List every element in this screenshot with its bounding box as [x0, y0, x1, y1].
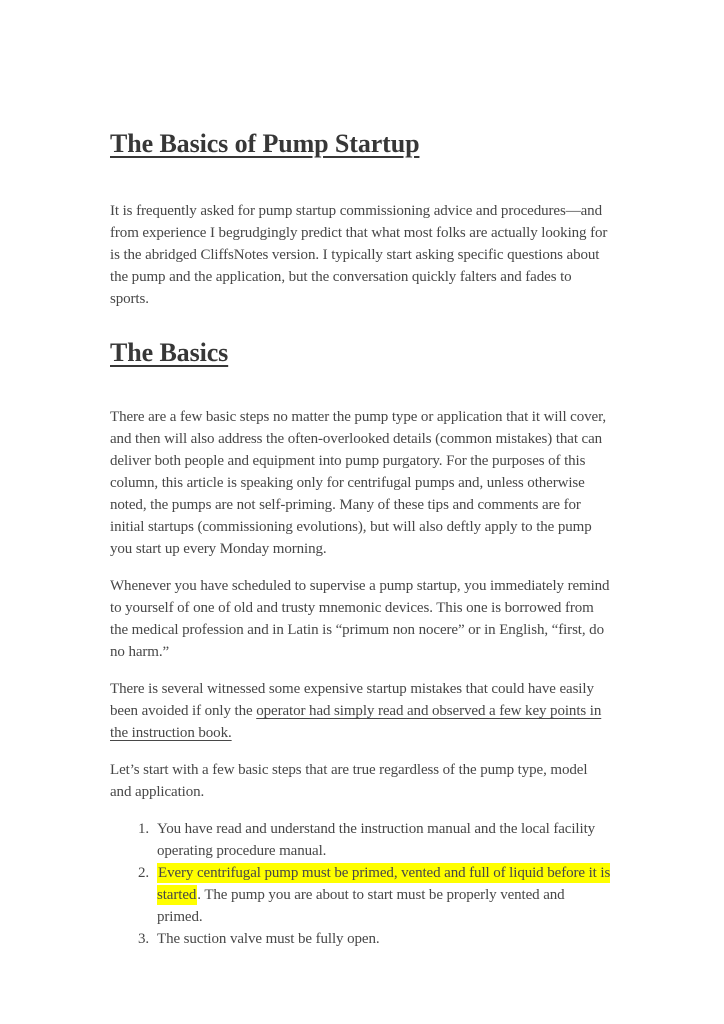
section-heading: The Basics [110, 338, 229, 367]
paragraph-basics-overview: There are a few basic steps no matter the pump type or application that it will cover, and then will also address the often-overlooked details (common mistakes) that can deliver both people and equipment into pump purgatory. For the purposes of this column, this article is speaking only for centrifugal pumps and, unless otherwise noted, the pumps are not self-priming. Many of these tips and comments are for initial startups (commissioning evolutions), but will also deftly apply to the pump you start up every Monday morning. [110, 409, 607, 557]
list-item-1 [138, 818, 612, 862]
document-title: The Basics of Pump Startup [110, 129, 420, 158]
list-item-number: 1. [138, 821, 150, 837]
list-item-number: 3. [138, 931, 150, 947]
list-item-text: The suction valve must be fully open. [157, 931, 380, 947]
list-item-3 [138, 928, 612, 950]
steps-list [138, 818, 612, 950]
intro-paragraph: It is frequently asked for pump startup commissioning advice and procedures—and from experience I begrudgingly predict that what most folks are actually looking for is the abridged CliffsNotes version. I typically start asking specific questions about the pump and the application, but the conversation quickly falters and fades to sports. [110, 203, 608, 307]
list-item-number: 2. [138, 865, 150, 881]
list-item-text [157, 862, 612, 928]
paragraph-mnemonic: Whenever you have scheduled to supervise a pump startup, you immediately remind to yourself of one of old and trusty mnemonic devices. This one is borrowed from the medical profession and in Latin is “primum non nocere” or in English, “first, do no harm.” [110, 578, 610, 660]
paragraph-mistakes [110, 678, 612, 744]
paragraph-lets-start: Let’s start with a few basic steps that are true regardless of the pump type, model and application. [110, 762, 588, 800]
paragraph-mistakes-plain-text: There is several witnessed some expensive startup mistakes that could have easily been avoided if only the [110, 681, 594, 719]
list-item-text: You have read and understand the instruction manual and the local facility operating procedure manual. [157, 821, 596, 859]
list-item-text-rest: . The pump you are about to start must be properly vented and primed. [157, 887, 565, 925]
paragraph-mistakes-underlined-text: operator had simply read and observed a few key points in the instruction book. [110, 703, 602, 741]
highlighted-sentence: Every centrifugal pump must be primed, vented and full of liquid before it is started [157, 865, 611, 903]
list-item-2 [138, 862, 612, 928]
